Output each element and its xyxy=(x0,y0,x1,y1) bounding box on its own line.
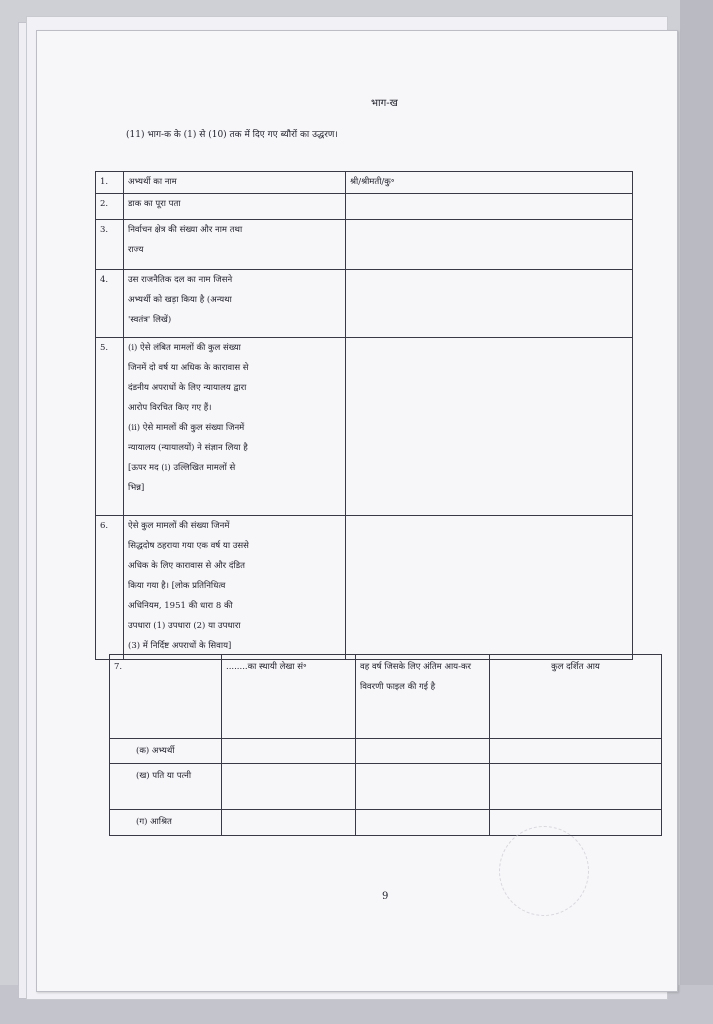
column-header: कुल दर्शित आय xyxy=(490,655,662,739)
table-row xyxy=(96,270,633,338)
details-table xyxy=(95,171,633,660)
row-label: (ग) आश्रित xyxy=(110,810,222,836)
table-row xyxy=(96,516,633,660)
faint-stamp xyxy=(499,826,589,916)
row-number: 4. xyxy=(96,270,124,338)
table-cell xyxy=(490,764,662,810)
row-value xyxy=(346,516,633,660)
table-cell xyxy=(222,810,356,836)
part-heading: भाग-ख xyxy=(371,98,398,109)
table-row xyxy=(110,739,662,764)
income-tax-table xyxy=(109,654,662,836)
row-label: (क) अभ्यर्थी xyxy=(110,739,222,764)
table-cell xyxy=(222,764,356,810)
table-row xyxy=(96,220,633,270)
row-number: 3. xyxy=(96,220,124,270)
table-cell xyxy=(222,739,356,764)
row-label: अभ्यर्थी का नाम xyxy=(124,172,346,194)
table-cell xyxy=(356,739,490,764)
intro-text: (11) भाग-क के (1) से (10) तक में दिए गए ब्यौरों का उद्धरण। xyxy=(126,130,338,140)
row-label: ऐसे कुल मामलों की संख्या जिनमें सिद्धदोष ठहराया गया एक वर्ष या उससे अधिक के लिए कारावास से और दंडित किया गया है। [लोक प्रतिनिधित्व अधिनियम, 1951 की धारा 8 की उपधारा (1) उपधारा (2) या उपधारा (3) में निर्दिष्ट अपराधों के सिवाय] xyxy=(124,516,346,660)
table-row xyxy=(96,338,633,516)
column-header: वह वर्ष जिसके लिए अंतिम आय-कर विवरणी फाइल की गई है xyxy=(356,655,490,739)
row-value xyxy=(346,338,633,516)
table-cell xyxy=(490,810,662,836)
row-value xyxy=(346,220,633,270)
row-number: 1. xyxy=(96,172,124,194)
table-cell xyxy=(490,739,662,764)
row-label: (ख) पति या पत्नी xyxy=(110,764,222,810)
table-row xyxy=(110,764,662,810)
table-row xyxy=(110,655,662,739)
table-row xyxy=(96,194,633,220)
row-number: 5. xyxy=(96,338,124,516)
column-header: ........का स्थायी लेखा सं॰ xyxy=(222,655,356,739)
row-label: निर्वाचन क्षेत्र की संख्या और नाम तथा राज्य xyxy=(124,220,346,270)
document-page xyxy=(36,30,678,992)
page-number: 9 xyxy=(382,891,389,902)
row-value xyxy=(346,194,633,220)
row-number: 2. xyxy=(96,194,124,220)
row-number: 6. xyxy=(96,516,124,660)
row-value: श्री/श्रीमती/कु॰ xyxy=(346,172,633,194)
table-row xyxy=(96,172,633,194)
row-label: उस राजनैतिक दल का नाम जिसने अभ्यर्थी को खड़ा किया है (अन्यथा 'स्वतंत्र' लिखें) xyxy=(124,270,346,338)
row-value xyxy=(346,270,633,338)
row-number: 7. xyxy=(110,655,222,739)
table-row xyxy=(110,810,662,836)
row-label: (i) ऐसे लंबित मामलों की कुल संख्या जिनमें दो वर्ष या अधिक के कारावास से दंडनीय अपराधों के लिए न्यायालय द्वारा आरोप विरचित किए गए हैं। (ii) ऐसे मामलों की कुल संख्या जिनमें न्यायालय (न्यायालयों) ने संज्ञान लिया है [ऊपर मद (i) उल्लिखित मामलों से भिन्न] xyxy=(124,338,346,516)
table-cell xyxy=(356,764,490,810)
scanner-background xyxy=(680,0,713,1024)
table-cell xyxy=(356,810,490,836)
row-label: डाक का पूरा पता xyxy=(124,194,346,220)
